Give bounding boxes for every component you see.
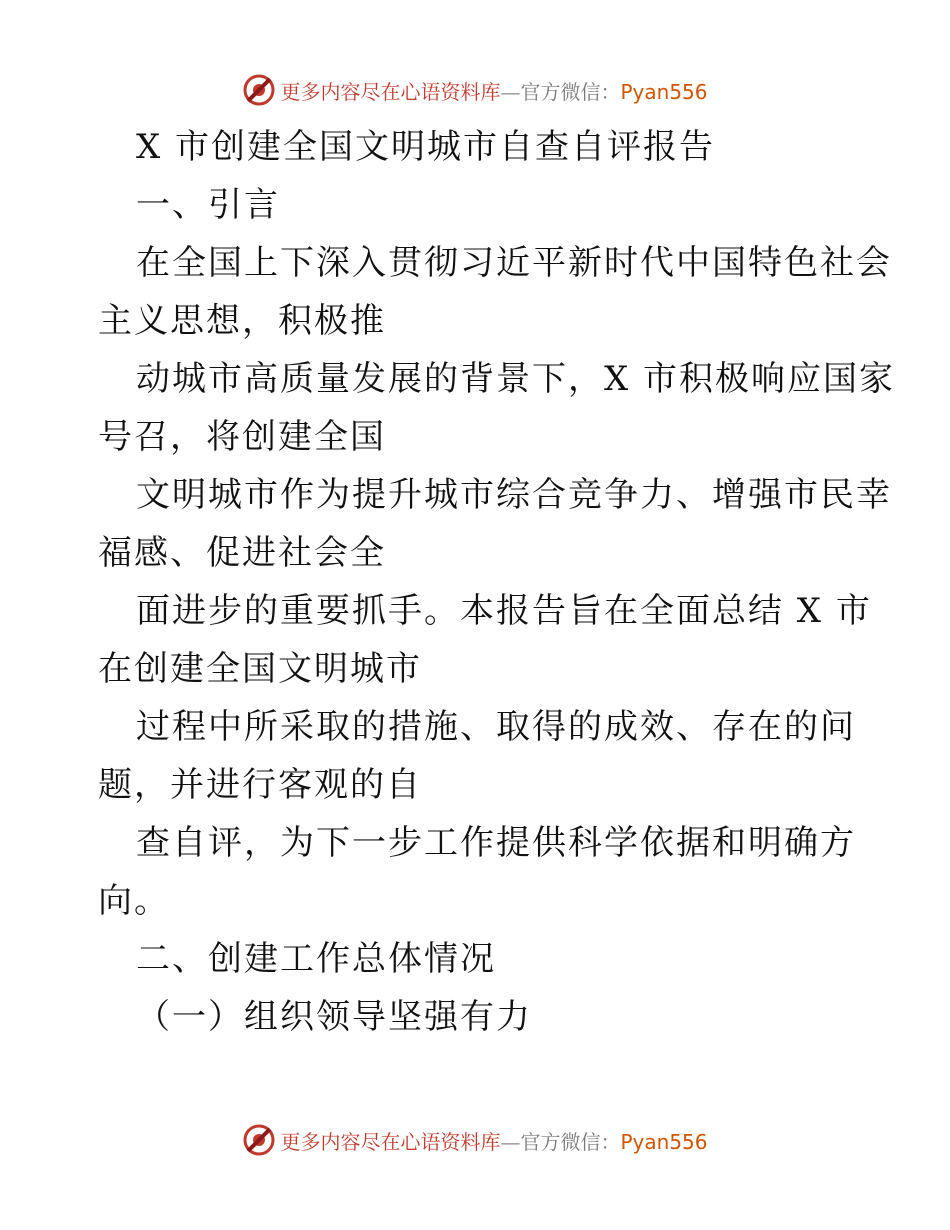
pen-logo-icon [242, 73, 276, 107]
paragraph-line: 查自评，为下一步工作提供科学依据和明确方 [136, 823, 856, 863]
paragraph-line: 动城市高质量发展的背景下，X 市积极响应国家 [136, 359, 896, 399]
document-title: X 市创建全国文明城市自查自评报告 [136, 127, 716, 167]
paragraph-line: 面进步的重要抓手。本报告旨在全面总结 X 市 [136, 591, 872, 631]
pen-logo-icon [242, 1123, 276, 1157]
paragraph-line: 在创建全国文明城市 [98, 649, 422, 689]
paragraph-line: 文明城市作为提升城市综合竞争力、增强市民幸 [136, 475, 892, 515]
subsection-heading: （一）组织领导坚强有力 [136, 997, 532, 1037]
banner-text: 更多内容尽在心语资料库—官方微信：Pyan556 [280, 79, 708, 104]
paragraph-line: 向。 [98, 881, 170, 921]
banner-text: 更多内容尽在心语资料库—官方微信：Pyan556 [280, 1129, 708, 1154]
section-heading: 二、创建工作总体情况 [136, 939, 496, 979]
footer-banner [0, 1118, 950, 1162]
document-body [98, 118, 896, 1046]
paragraph-line: 福感、促进社会全 [98, 533, 386, 573]
header-banner [0, 68, 950, 112]
paragraph-line: 过程中所采取的措施、取得的成效、存在的问 [136, 707, 856, 747]
paragraph-line: 号召，将创建全国 [98, 417, 386, 457]
paragraph-line: 主义思想，积极推 [98, 301, 386, 341]
paragraph-line: 题，并进行客观的自 [98, 765, 422, 805]
section-heading: 一、引言 [136, 185, 280, 225]
paragraph-line: 在全国上下深入贯彻习近平新时代中国特色社会 [136, 243, 892, 283]
